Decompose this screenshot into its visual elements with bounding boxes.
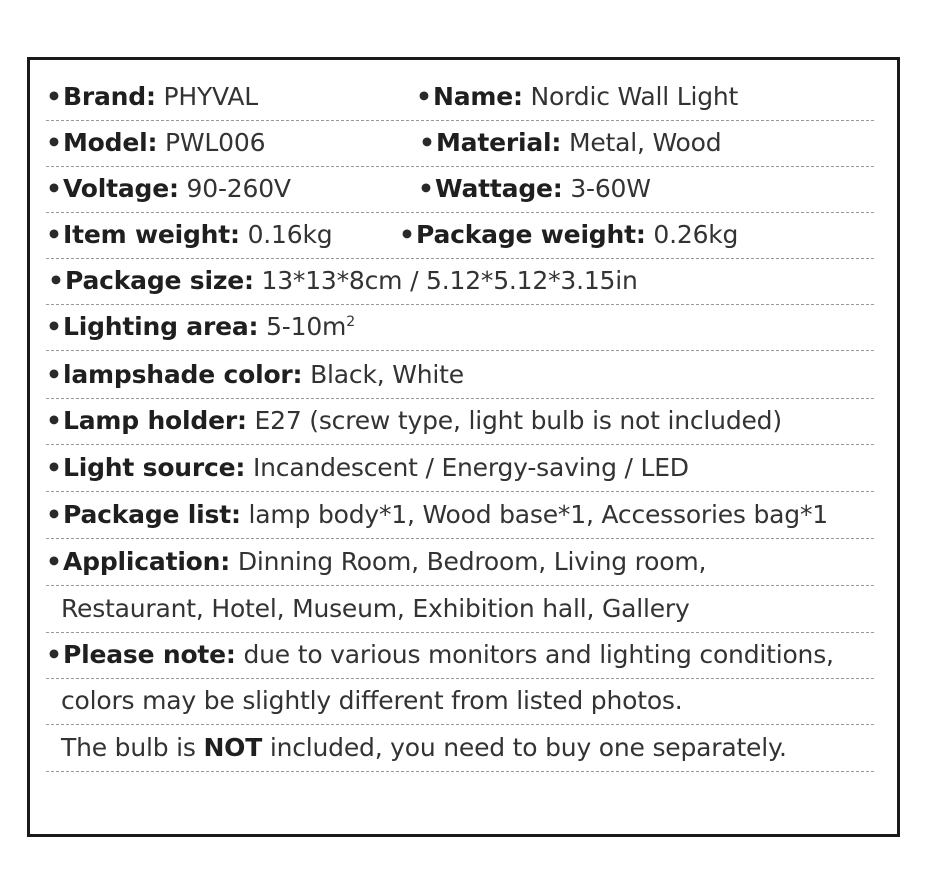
- bullet-icon: •: [419, 128, 435, 157]
- spec-value: Dinning Room, Bedroom, Living room,: [237, 547, 707, 576]
- bullet-icon: •: [46, 128, 62, 157]
- spec-row-model-material: [46, 121, 874, 167]
- bullet-icon: •: [418, 174, 434, 203]
- spec-row-note-cont: [46, 679, 874, 725]
- bullet-icon: •: [46, 360, 62, 389]
- spec-key: Application:: [63, 547, 231, 576]
- bullet-icon: •: [46, 640, 62, 669]
- spec-value: 90-260V: [186, 174, 291, 203]
- spec-row-voltage-wattage: [46, 167, 874, 213]
- spec-value: due to various monitors and lighting conditions,: [243, 640, 834, 669]
- spec-value: E27 (screw type, light bulb is not included): [254, 406, 782, 435]
- spec-package-size: [48, 259, 638, 305]
- spec-row-bulb-note: [46, 726, 874, 772]
- spec-application-cont: [46, 587, 690, 633]
- spec-key: Package size:: [65, 266, 254, 295]
- spec-package-list: [46, 493, 828, 539]
- spec-row-application: [46, 540, 874, 586]
- spec-value: PHYVAL: [163, 82, 258, 111]
- spec-key: Brand:: [63, 82, 156, 111]
- spec-row-note: [46, 633, 874, 679]
- spec-voltage: [46, 167, 291, 213]
- spec-value: 5-10m: [266, 312, 347, 341]
- bullet-icon: •: [46, 174, 62, 203]
- spec-key: Light source:: [63, 453, 246, 482]
- spec-row-light-source: [46, 446, 874, 492]
- bullet-icon: •: [416, 82, 432, 111]
- spec-lampshade-color: [46, 353, 464, 399]
- bulb-note-pre: The bulb is: [61, 733, 196, 762]
- bullet-icon: •: [46, 500, 62, 529]
- spec-key: Please note:: [63, 640, 236, 669]
- bullet-icon: •: [46, 82, 62, 111]
- spec-lamp-holder: [46, 399, 782, 445]
- bullet-icon: •: [46, 547, 62, 576]
- spec-application: [46, 540, 706, 586]
- spec-key: Lighting area:: [63, 312, 259, 341]
- spec-model: [46, 121, 265, 167]
- spec-row-brand-name: [46, 75, 874, 121]
- bullet-icon: •: [399, 220, 415, 249]
- spec-value: 3-60W: [570, 174, 651, 203]
- spec-value: colors may be slightly different from listed photos.: [61, 686, 683, 715]
- spec-bulb-note: [46, 726, 787, 772]
- spec-value: Metal, Wood: [568, 128, 722, 157]
- spec-key: Package list:: [63, 500, 241, 529]
- spec-material: [419, 121, 721, 167]
- spec-value: Incandescent / Energy-saving / LED: [252, 453, 689, 482]
- spec-note-cont: [46, 679, 683, 725]
- spec-name: [416, 75, 738, 121]
- spec-value: 0.26kg: [653, 220, 739, 249]
- spec-brand: [46, 75, 258, 121]
- spec-key: Lamp holder:: [63, 406, 247, 435]
- spec-value-superscript: 2: [346, 314, 355, 330]
- spec-value: lamp body*1, Wood base*1, Accessories bag*1: [248, 500, 828, 529]
- spec-wattage: [418, 167, 651, 213]
- bulb-note-post: included, you need to buy one separately.: [269, 733, 787, 762]
- spec-package-weight: [399, 213, 738, 259]
- spec-key: Material:: [436, 128, 562, 157]
- spec-note: [46, 633, 834, 679]
- bullet-icon: •: [46, 406, 62, 435]
- bullet-icon: •: [48, 266, 64, 295]
- spec-row-application-cont: [46, 587, 874, 633]
- spec-key: Package weight:: [416, 220, 646, 249]
- spec-light-source: [46, 446, 689, 492]
- spec-key: Item weight:: [63, 220, 240, 249]
- spec-key: Voltage:: [63, 174, 179, 203]
- spec-value: Restaurant, Hotel, Museum, Exhibition hall, Gallery: [61, 594, 690, 623]
- spec-key: Wattage:: [435, 174, 563, 203]
- spec-value: Nordic Wall Light: [530, 82, 739, 111]
- spec-row-lighting-area: [46, 305, 874, 351]
- spec-value: 13*13*8cm / 5.12*5.12*3.15in: [261, 266, 638, 295]
- spec-value: Black, White: [310, 360, 464, 389]
- spec-row-package-list: [46, 493, 874, 539]
- spec-row-lampshade-color: [46, 353, 874, 399]
- spec-item-weight: [46, 213, 332, 259]
- spec-key: lampshade color:: [63, 360, 303, 389]
- spec-value: PWL006: [165, 128, 266, 157]
- spec-row-lamp-holder: [46, 399, 874, 445]
- spec-key: Model:: [63, 128, 158, 157]
- bullet-icon: •: [46, 312, 62, 341]
- spec-value: 0.16kg: [247, 220, 333, 249]
- bulb-note-emphasis: NOT: [203, 733, 263, 762]
- spec-row-package-size: [46, 259, 874, 305]
- spec-lighting-area: [46, 305, 355, 351]
- spec-row-weights: [46, 213, 874, 259]
- bullet-icon: •: [46, 220, 62, 249]
- bullet-icon: •: [46, 453, 62, 482]
- spec-key: Name:: [433, 82, 523, 111]
